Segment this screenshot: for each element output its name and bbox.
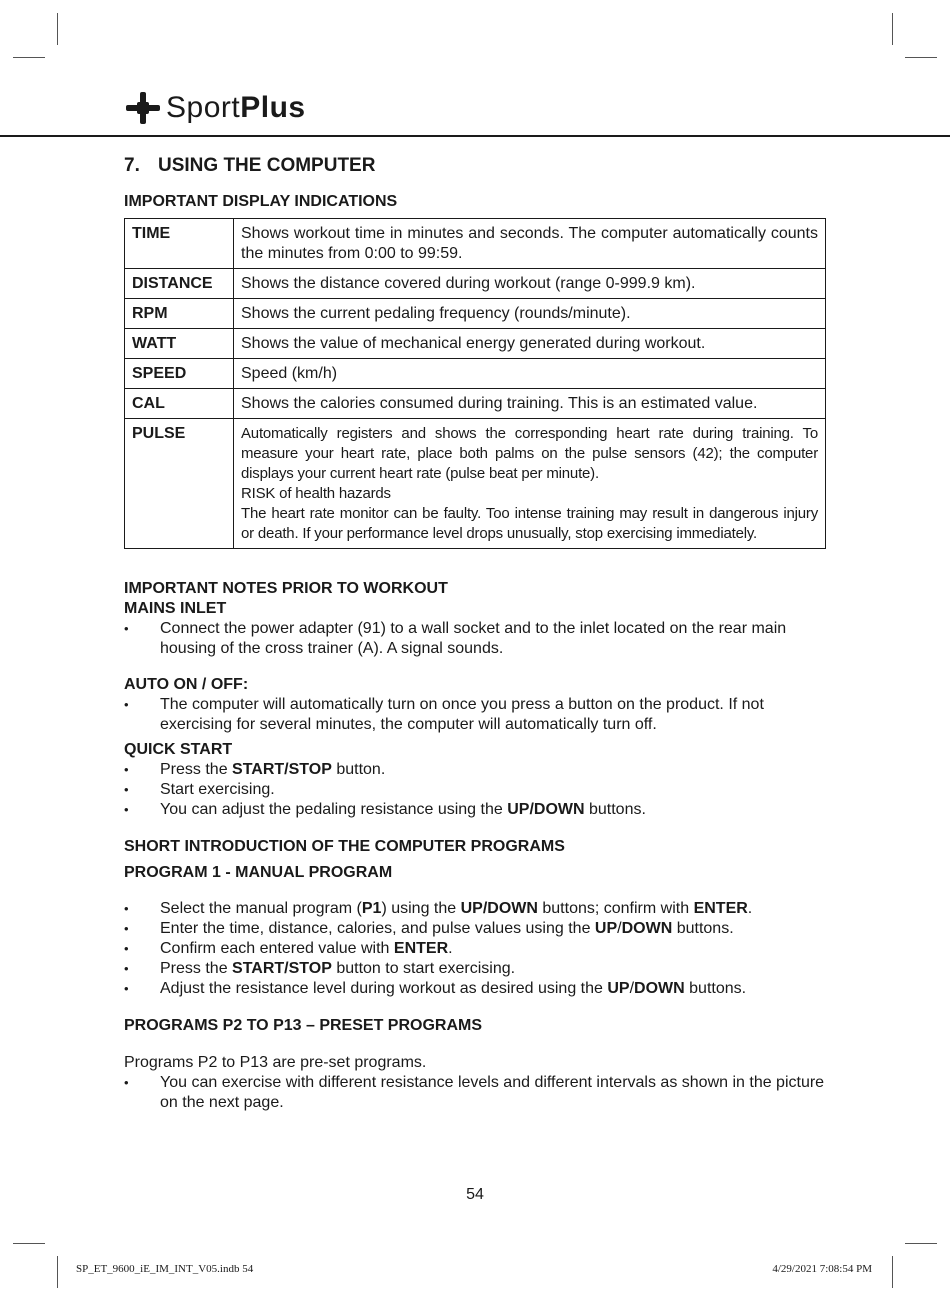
- text-span: /: [617, 920, 622, 937]
- display-indications-table: [124, 218, 826, 549]
- indication-key: PULSE: [125, 419, 234, 549]
- table-row: [125, 359, 826, 389]
- text-span: DOWN: [634, 980, 685, 997]
- text-span: .: [448, 940, 453, 957]
- section-number: 7.: [124, 155, 140, 176]
- crop-mark: [892, 1256, 893, 1288]
- pulse-desc: Automatically registers and shows the corresponding heart rate during training. To measure your heart rate, place both palms on the pulse sensors (42); the computer displays your current heart rate (pulse beat per minute).: [241, 425, 818, 482]
- indication-desc: Shows the calories consumed during training. This is an estimated value.: [234, 389, 826, 419]
- pulse-risk-title: RISK of health hazards: [241, 485, 391, 502]
- text-span: button.: [331, 761, 386, 778]
- text-span: buttons; confirm with: [537, 900, 694, 917]
- list-item: [124, 939, 826, 959]
- crop-mark: [13, 1243, 45, 1244]
- text-span: UP/DOWN: [460, 900, 538, 917]
- indication-desc: Shows workout time in minutes and seconds. The computer automatically counts the minutes from 0:00 to 99:59.: [234, 219, 826, 269]
- list-item: • You can exercise with different resistance levels and different intervals as shown in the picture on the next page.: [124, 1073, 826, 1113]
- indication-key: RPM: [125, 299, 234, 329]
- text-span: UP: [607, 980, 630, 997]
- quick-start-heading: QUICK START: [124, 741, 233, 758]
- program-1-heading: PROGRAM 1 - MANUAL PROGRAM: [124, 864, 393, 881]
- list-item: [124, 899, 826, 919]
- indication-key: SPEED: [125, 359, 234, 389]
- list-item: [124, 800, 826, 820]
- brand-plus: Plus: [240, 91, 306, 124]
- text-span: ) using the: [381, 900, 461, 917]
- text-span: DOWN: [621, 920, 673, 937]
- auto-on-off-list: [124, 695, 826, 735]
- list-item: • Start exercising.: [124, 780, 826, 800]
- text-span: Enter the time, distance, calories, and pulse values using the: [160, 920, 595, 937]
- program-1-list: [124, 899, 826, 999]
- text-span: Press the: [160, 761, 233, 778]
- text-span: .: [747, 900, 753, 917]
- notes-heading: IMPORTANT NOTES PRIOR TO WORKOUT: [124, 580, 448, 597]
- text-span: START/STOP: [232, 761, 332, 778]
- text-span: Adjust the resistance level during workout as desired using the: [160, 980, 608, 997]
- table-row: [125, 299, 826, 329]
- list-item: [124, 959, 826, 979]
- footer-date: 4/29/2021 7:08:54 PM: [772, 1263, 872, 1275]
- header-rule: [0, 135, 950, 137]
- indication-key: TIME: [125, 219, 234, 269]
- table-row: [125, 269, 826, 299]
- text-span: buttons.: [684, 980, 747, 997]
- preset-programs-heading: PROGRAMS P2 TO P13 – PRESET PROGRAMS: [124, 1017, 483, 1034]
- table-row: [125, 329, 826, 359]
- text-span: Press the: [160, 960, 233, 977]
- indication-desc: Shows the distance covered during workout (range 0-999.9 km).: [234, 269, 826, 299]
- footer-file: SP_ET_9600_iE_IM_INT_V05.indb 54: [76, 1263, 254, 1275]
- indication-key: CAL: [125, 389, 234, 419]
- text-span: buttons.: [584, 801, 646, 818]
- indication-desc: [234, 419, 826, 549]
- brand-name: [166, 91, 306, 125]
- indication-desc: Shows the current pedaling frequency (rounds/minute).: [234, 299, 826, 329]
- text-span: UP/DOWN: [507, 801, 585, 818]
- indication-key: DISTANCE: [125, 269, 234, 299]
- text-span: You can adjust the pedaling resistance using the: [160, 801, 508, 818]
- section-title-text: USING THE COMPUTER: [158, 155, 376, 176]
- text-span: /: [629, 980, 635, 997]
- text-span: UP: [594, 920, 618, 937]
- list-item: • Connect the power adapter (91) to a wall socket and to the inlet located on the rear main housing of the cross trainer (A). A signal sounds.: [124, 619, 826, 659]
- crop-mark: [905, 57, 937, 58]
- text-span: button to start exercising.: [331, 960, 516, 977]
- indication-desc: Shows the value of mechanical energy generated during workout.: [234, 329, 826, 359]
- text-span: buttons.: [672, 920, 734, 937]
- crop-mark: [892, 13, 893, 45]
- pulse-risk-text: The heart rate monitor can be faulty. Too intense training may result in dangerous injury or death. If your performance level drops unusually, stop exercising immediately.: [241, 505, 818, 542]
- crop-mark: [13, 57, 45, 58]
- auto-on-off-heading: AUTO ON / OFF:: [124, 676, 249, 693]
- text-span: ENTER: [393, 940, 449, 957]
- mains-inlet-heading: MAINS INLET: [124, 600, 227, 617]
- list-item: [124, 919, 826, 939]
- quick-start-list: [124, 760, 826, 820]
- programs-heading: SHORT INTRODUCTION OF THE COMPUTER PROGRAMS: [124, 838, 565, 855]
- page-content: [124, 154, 826, 1113]
- text-span: ENTER: [693, 900, 748, 917]
- indication-key: WATT: [125, 329, 234, 359]
- text-span: Confirm each entered value with: [160, 940, 394, 957]
- list-item: [124, 979, 826, 999]
- preset-list: [124, 1073, 826, 1113]
- section-title: [124, 154, 826, 178]
- indication-desc: Speed (km/h): [234, 359, 826, 389]
- brand-sport: Sport: [166, 91, 241, 124]
- text-span: P1: [361, 900, 382, 917]
- table-row: [125, 389, 826, 419]
- crop-mark: [905, 1243, 937, 1244]
- text-span: START/STOP: [232, 960, 332, 977]
- cross-logo-icon: [124, 89, 162, 127]
- crop-mark: [57, 13, 58, 45]
- table-row: [125, 219, 826, 269]
- brand-logo: [124, 88, 306, 128]
- list-item: [124, 760, 826, 780]
- preset-intro: Programs P2 to P13 are pre-set programs.: [124, 1054, 427, 1071]
- list-item: • The computer will automatically turn on once you press a button on the product. If not exercising for several minutes, the computer will automatically turn off.: [124, 695, 826, 735]
- text-span: Select the manual program (: [160, 900, 362, 917]
- table-row: [125, 419, 826, 549]
- crop-mark: [57, 1256, 58, 1288]
- page-number: 54: [466, 1186, 484, 1203]
- mains-inlet-list: [124, 619, 826, 659]
- display-indications-heading: IMPORTANT DISPLAY INDICATIONS: [124, 193, 398, 210]
